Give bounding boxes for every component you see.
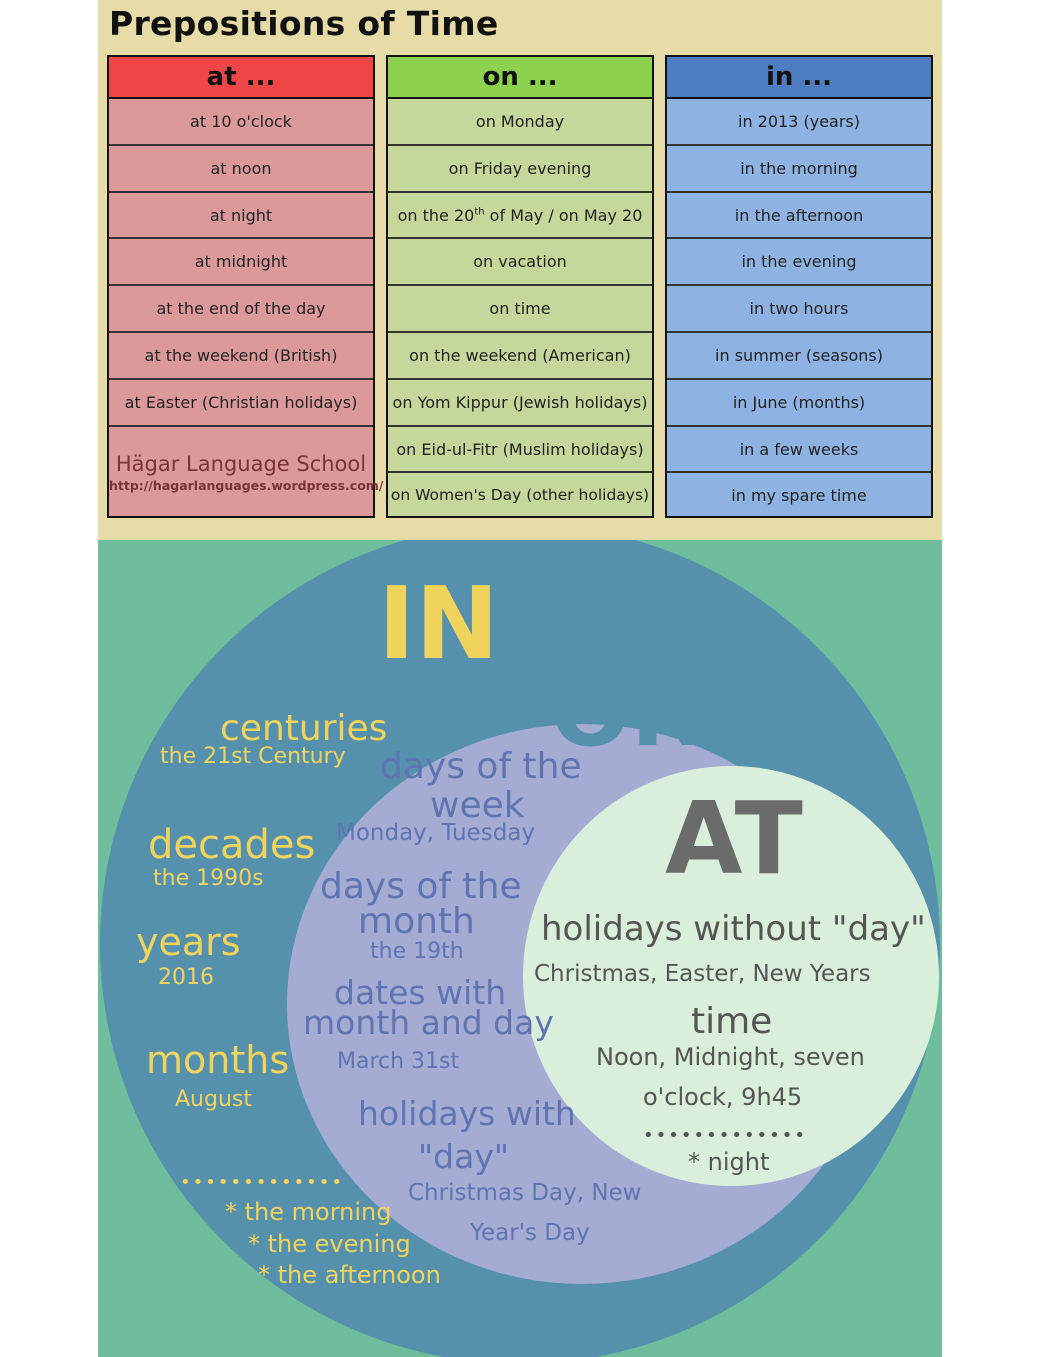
in-afternoon: * the afternoon — [258, 1261, 441, 1289]
on-dates-1: dates with — [334, 973, 507, 1012]
at-dots: ••••••••••••• — [643, 1125, 808, 1146]
on-days-week-1: days of the — [380, 746, 582, 787]
venn-diagram-section — [98, 540, 942, 1357]
on-item: on the weekend (American) — [388, 333, 652, 380]
on-days-month-example: the 19th — [370, 939, 464, 964]
on-item: on Women's Day (other holidays) — [390, 486, 650, 505]
on-days-month-2: month — [358, 901, 475, 942]
in-item: in the afternoon — [667, 193, 931, 240]
in-century-example: the 21st Century — [160, 744, 346, 769]
in-dots: ••••••••••••• — [180, 1172, 345, 1193]
at-item: at noon — [109, 146, 373, 193]
on-item: on Yom Kippur (Jewish holidays) — [388, 380, 652, 427]
in-item: in 2013 (years) — [667, 99, 931, 146]
in-item: in two hours — [667, 286, 931, 333]
at-label: AT — [665, 780, 803, 897]
at-item: at the weekend (British) — [109, 333, 373, 380]
in-column — [665, 55, 933, 518]
in-morning: * the morning — [225, 1198, 392, 1226]
on-item: on time — [388, 286, 652, 333]
on-item-date-part1: on the 20 — [397, 205, 475, 225]
at-time-example-2: o'clock, 9h45 — [643, 1083, 803, 1111]
on-item-date-part2: of May / on May 20 — [484, 205, 643, 225]
on-days-week-2: week — [430, 785, 525, 826]
at-column — [107, 55, 384, 518]
on-item — [388, 193, 652, 240]
on-days-week-example: Monday, Tuesday — [336, 820, 535, 846]
at-item: at the end of the day — [109, 286, 373, 333]
at-item: at 10 o'clock — [109, 99, 373, 146]
in-decades: decades — [148, 822, 316, 868]
on-item: on vacation — [388, 239, 652, 286]
in-centuries: centuries — [220, 708, 388, 749]
in-decades-example: the 1990s — [153, 866, 264, 891]
at-item: at Easter (Christian holidays) — [109, 380, 373, 427]
in-evening: * the evening — [248, 1230, 411, 1258]
on-column — [386, 55, 654, 518]
in-months-example: August — [175, 1087, 252, 1112]
prepositions-table-section — [98, 0, 942, 540]
in-years-example: 2016 — [158, 965, 214, 990]
on-dates-2: month and day — [303, 1003, 554, 1042]
in-item: in summer (seasons) — [667, 333, 931, 380]
on-holidays-1: holidays with — [358, 1094, 576, 1133]
at-time: time — [691, 1001, 773, 1042]
on-item: on Eid-ul-Fitr (Muslim holidays) — [388, 427, 652, 474]
on-holidays-example-2: Year's Day — [470, 1220, 590, 1246]
in-item: in my spare time — [731, 486, 867, 506]
on-item-date-sup: th — [474, 206, 485, 218]
on-holidays-2: "day" — [418, 1137, 510, 1176]
on-days-month-1: days of the — [320, 866, 522, 907]
page-title: Prepositions of Time — [109, 4, 499, 43]
in-column-header: in ... — [667, 57, 931, 99]
on-label: ON — [550, 658, 711, 768]
on-item: on Monday — [388, 99, 652, 146]
venn-diagram — [98, 540, 942, 1357]
on-item: on Friday evening — [388, 146, 652, 193]
on-holidays-example-1: Christmas Day, New — [408, 1180, 642, 1206]
at-holidays: holidays without "day" — [541, 909, 926, 949]
school-credit — [109, 427, 384, 519]
on-dates-example: March 31st — [337, 1049, 460, 1074]
at-night: * night — [688, 1148, 770, 1176]
at-item: at midnight — [109, 239, 373, 286]
school-name: Hägar Language School — [115, 451, 367, 476]
in-item: in the evening — [667, 239, 931, 286]
at-time-example-1: Noon, Midnight, seven — [596, 1043, 865, 1071]
in-years: years — [136, 920, 241, 964]
school-url: http://hagarlanguages.wordpress.com/ — [109, 477, 384, 493]
in-item: in the morning — [667, 146, 931, 193]
infographic-sheet — [98, 0, 942, 1357]
on-column-header: on ... — [388, 57, 652, 99]
at-column-header: at ... — [109, 57, 373, 99]
in-item: in a few weeks — [667, 427, 931, 474]
at-holidays-example: Christmas, Easter, New Years — [534, 961, 871, 987]
in-months: months — [146, 1038, 290, 1082]
in-label: IN — [378, 565, 499, 682]
in-item: in June (months) — [667, 380, 931, 427]
at-item: at night — [109, 193, 373, 240]
